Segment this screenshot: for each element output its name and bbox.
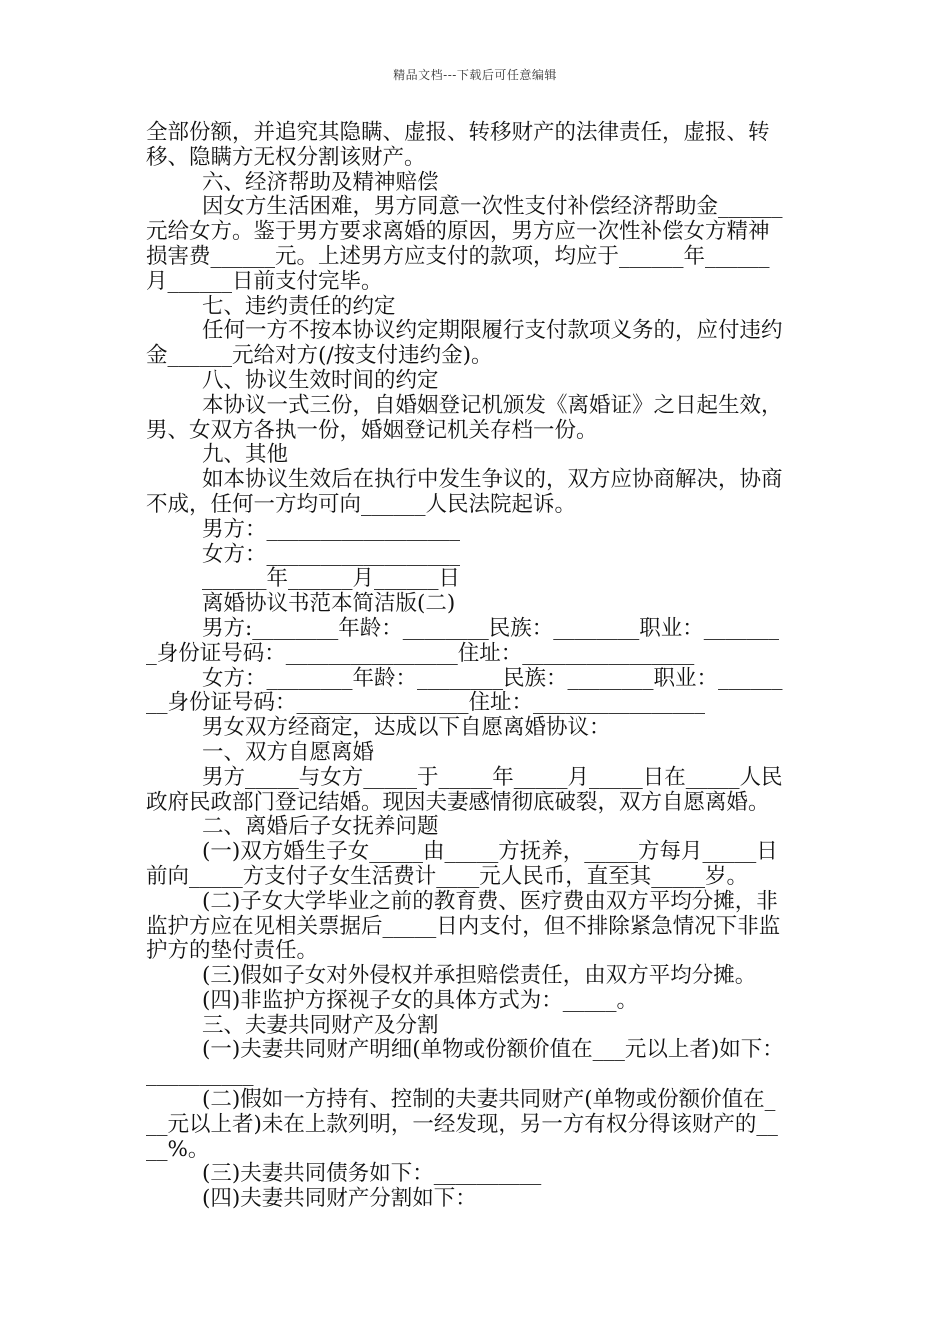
text-line: 全部份额，并追究其隐瞒、虚报、转移财产的法律责任，虚报、转 [146, 120, 770, 145]
text-line: 监护方应在见相关票据后_____日内支付，但不排除紧急情况下非监 [146, 913, 781, 939]
text-line: 离婚协议书范本简洁版(二) [202, 591, 456, 617]
text-line: 男女双方经商定，达成以下自愿离婚协议： [202, 715, 611, 741]
text-line: 政府民政部门登记结婚。现因夫妻感情彻底破裂，双方自愿离婚。 [146, 789, 770, 815]
text-line: 本协议一式三份，自婚姻登记机颁发《离婚证》之日起生效， [202, 392, 783, 418]
text-line: (一)双方婚生子女_____由_____方抚养，_____方每月_____日 [202, 839, 778, 865]
text-line: __身份证号码：________________住址：________________ [146, 690, 706, 716]
text-line: (四)非监护方探视子女的具体方式为：_____。 [202, 987, 639, 1013]
text-line: (三)假如子女对外侵权并承担赔偿责任，由双方平均分摊。 [202, 963, 757, 989]
text-line: 三、夫妻共同财产及分割 [202, 1012, 439, 1038]
text-line: 男、女双方各执一份，婚姻登记机关存档一份。 [146, 417, 598, 443]
text-line: 前向_____方支付子女生活费计____元人民币，直至其_____岁。 [146, 863, 749, 889]
text-line: (四)夫妻共同财产分割如下： [202, 1186, 477, 1212]
text-line: _身份证号码：________________住址：________________ [146, 640, 695, 666]
text-line: 八、协议生效时间的约定 [202, 367, 439, 393]
text-line: 七、违约责任的约定 [202, 293, 396, 319]
text-line: 护方的垫付责任。 [146, 938, 319, 964]
text-line: (二)假如一方持有、控制的夫妻共同财产(单物或份额价值在_ [202, 1087, 776, 1113]
text-line: 女方：__________________ [202, 541, 461, 567]
text-line: (二)子女大学毕业之前的教育费、医疗费由双方平均分摊，非 [202, 888, 778, 914]
text-line: 如本协议生效后在执行中发生争议的，双方应协商解决，协商 [202, 467, 783, 493]
text-line: 元给女方。鉴于男方要求离婚的原因，男方应一次性补偿女方精神 [146, 219, 770, 245]
text-line: 六、经济帮助及精神赔偿 [202, 169, 439, 195]
page-header: 精品文档---下载后可任意编辑 [393, 68, 557, 82]
text-line: 一、双方自愿离婚 [202, 739, 375, 765]
text-line: 损害费______元。上述男方应支付的款项，均应于______年______ [146, 243, 770, 269]
text-line: 男方：__________________ [202, 516, 461, 542]
text-line: __________ [146, 1062, 254, 1088]
text-line: 金______元给对方(/按支付违约金)。 [146, 343, 493, 369]
text-line: (三)夫妻共同债务如下：__________ [202, 1161, 542, 1187]
text-line: 月______日前支付完毕。 [146, 268, 383, 294]
text-line: 女方：________年龄：________民族：________职业：______ [202, 665, 783, 691]
text-line: 男方_____与女方_____于_____年_____月_____日在_____人民 [202, 764, 783, 790]
document-body [146, 121, 810, 1212]
text-line: 不成，任何一方均可向______人民法院起诉。 [146, 491, 577, 517]
text-line: __元以上者)未在上款列明，一经发现，另一方有权分得该财产的__ [146, 1111, 778, 1137]
text-line: __%。 [146, 1136, 210, 1162]
text-line: 移、隐瞒方无权分割该财产。 [146, 144, 426, 170]
text-line: (一)夫妻共同财产明细(单物或份额价值在___元以上者)如下： [202, 1037, 784, 1063]
text-line: ______年______月______日 [202, 566, 461, 592]
text-line: 任何一方不按本协议约定期限履行支付款项义务的，应付违约 [202, 318, 783, 344]
text-line: 男方:________年龄：________民族：________职业：_______ [202, 615, 779, 641]
text-line: 九、其他 [202, 442, 289, 468]
text-line: 因女方生活困难，男方同意一次性支付补偿经济帮助金______ [202, 194, 783, 220]
text-line: 二、离婚后子女抚养问题 [202, 814, 439, 840]
